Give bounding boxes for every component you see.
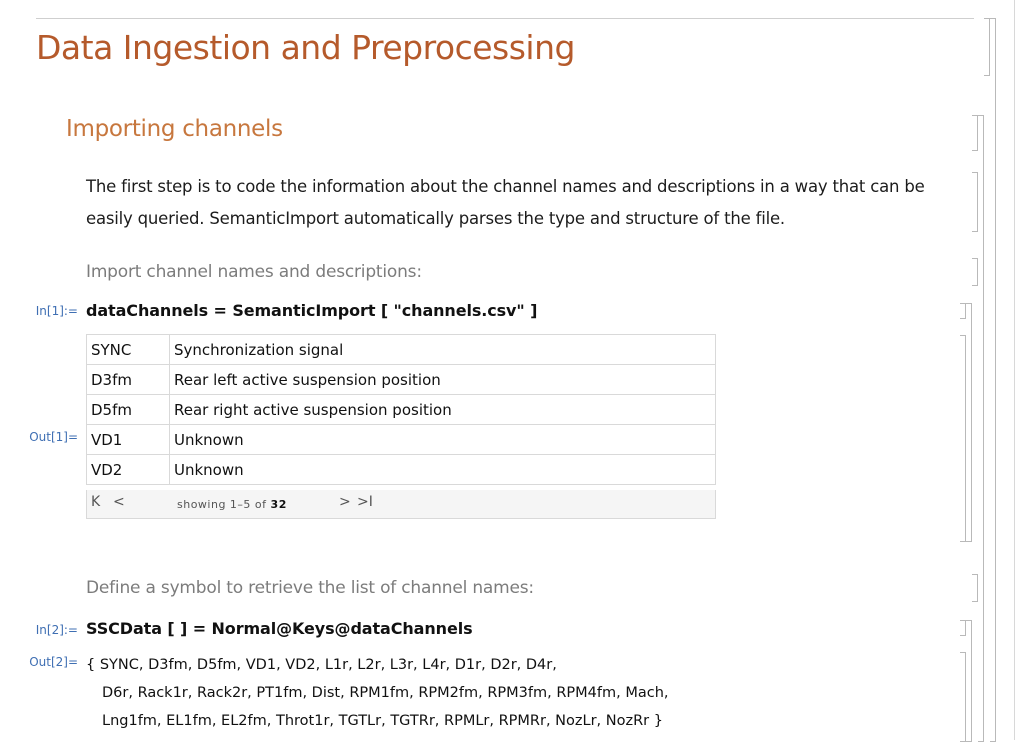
table-cell-desc: Unknown (170, 425, 716, 455)
out2-line-1: { SYNC, D3fm, D5fm, VD1, VD2, L1r, L2r, L3r, L4r, D1r, D2r, D4r, (86, 657, 557, 673)
in2-code-input[interactable]: SSCData [ ] = Normal@Keys@dataChannels (86, 619, 473, 638)
table-cell-key: D3fm (87, 365, 170, 395)
table-cell-key: VD2 (87, 455, 170, 485)
pager-status (177, 498, 287, 511)
in2-label: In[2]:= (35, 623, 78, 637)
cell-bracket-io2-group[interactable] (966, 620, 972, 742)
title-divider (36, 18, 974, 19)
table-row (87, 365, 716, 395)
table-row (87, 455, 716, 485)
cell-bracket-text2[interactable] (972, 574, 978, 602)
window-edge (1014, 0, 1015, 740)
table-cell-desc: Unknown (170, 455, 716, 485)
in1-label: In[1]:= (35, 304, 78, 318)
table-pager (86, 490, 716, 519)
out2-label: Out[2]= (29, 655, 78, 669)
first-page-icon[interactable]: K (91, 494, 101, 510)
table-row (87, 335, 716, 365)
intro-paragraph (86, 171, 956, 235)
out2-line-3: Lng1fm, EL1fm, EL2fm, Throt1r, TGTLr, TGTRr, RPMLr, RPMRr, NozLr, NozRr } (102, 713, 663, 729)
cell-bracket-text1[interactable] (972, 258, 978, 286)
out2-result (86, 651, 669, 735)
page-title: Data Ingestion and Preprocessing (36, 28, 575, 67)
cell-bracket-io1-group[interactable] (966, 303, 972, 542)
table-cell-desc: Rear left active suspension position (170, 365, 716, 395)
cell-bracket-title-group[interactable] (990, 18, 996, 742)
import-description: Import channel names and descriptions: (86, 262, 422, 282)
table-row (87, 395, 716, 425)
table-cell-key: VD1 (87, 425, 170, 455)
prev-page-icon[interactable]: < (113, 494, 125, 510)
table-cell-desc: Synchronization signal (170, 335, 716, 365)
symbol-description: Define a symbol to retrieve the list of channel names: (86, 578, 534, 598)
cell-bracket-section-group[interactable] (978, 115, 984, 742)
last-page-icon[interactable]: >I (357, 494, 373, 510)
table-cell-desc: Rear right active suspension position (170, 395, 716, 425)
pager-total: 32 (270, 498, 287, 511)
section-heading: Importing channels (66, 116, 283, 142)
table-cell-key: D5fm (87, 395, 170, 425)
out2-line-2: D6r, Rack1r, Rack2r, PT1fm, Dist, RPM1fm, RPM2fm, RPM3fm, RPM4fm, Mach, (102, 685, 669, 701)
out1-label: Out[1]= (29, 430, 78, 444)
channels-table (86, 334, 716, 485)
in1-code-input[interactable]: dataChannels = SemanticImport [ "channels.csv" ] (86, 301, 538, 320)
paragraph-line-1: The first step is to code the information about the channel names and descriptions in a way that can be (86, 177, 925, 196)
pager-showing-text: showing 1–5 of (177, 498, 267, 511)
next-page-icon[interactable]: > (339, 494, 351, 510)
table-cell-key: SYNC (87, 335, 170, 365)
table-row (87, 425, 716, 455)
cell-bracket-text[interactable] (972, 172, 978, 232)
paragraph-line-2: easily queried. SemanticImport automatically parses the type and structure of the file. (86, 209, 785, 228)
